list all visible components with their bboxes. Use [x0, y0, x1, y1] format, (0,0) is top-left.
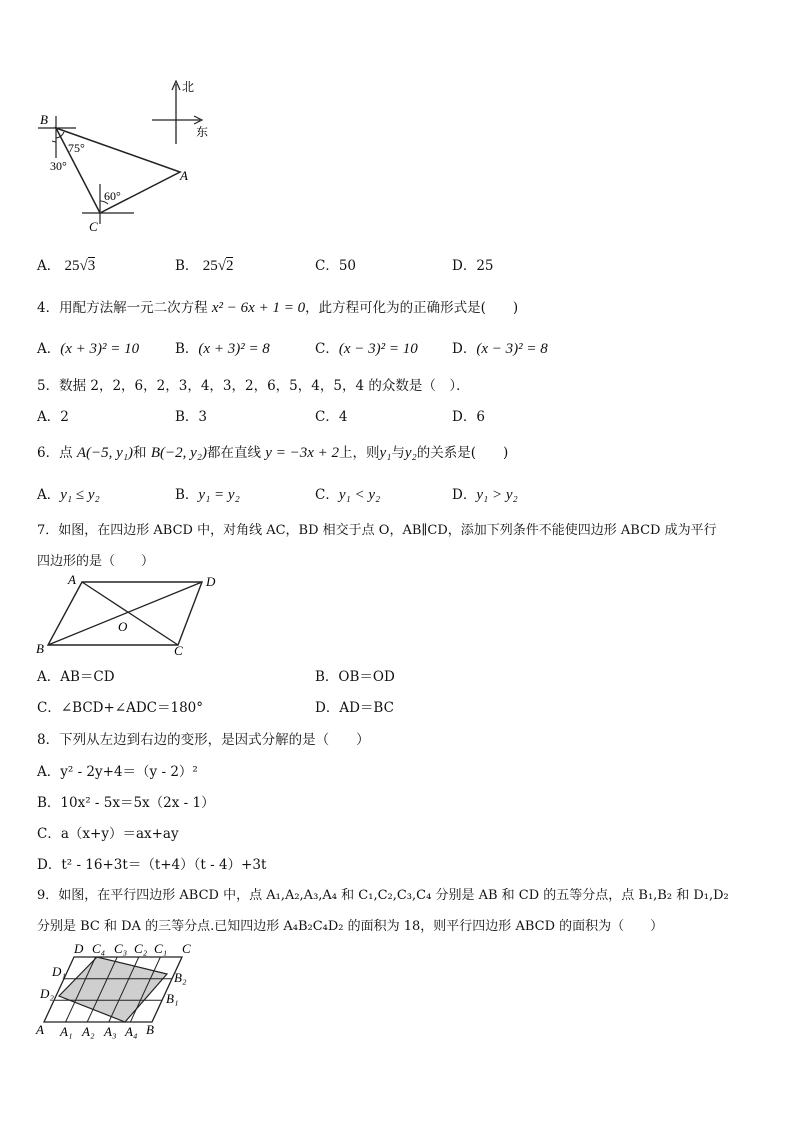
q9-stem-line1: 9．如图，在平行四边形 ABCD 中，点 A₁,A₂,A₃,A₄ 和 C₁,C₂,C₃,C₄ 分别是 AB 和 CD 的五等分点，点 B₁,B₂ 和 D₁,D₂ — [37, 888, 729, 903]
q4-option-a[interactable]: A．(x + 3)² = 10 — [37, 341, 140, 357]
q4-option-d[interactable]: D．(x − 3)² = 8 — [452, 341, 548, 357]
q7-stem-line1: 7．如图，在四边形 ABCD 中，对角线 AC，BD 相交于点 O，AB∥CD，添加下列条件不能使四边形 ABCD 成为平行 — [37, 523, 717, 538]
q4-stem: 4．用配方法解一元二次方程 x² − 6x + 1 = 0，此方程可化为的正确形式是( ) — [37, 300, 519, 316]
q4-option-b[interactable]: B．(x + 3)² = 8 — [175, 341, 270, 357]
q5-stem: 5．数据 2，2，6，2，3，4，3，2，6，5，4，5，4 的众数是（ ）． — [37, 378, 470, 394]
q5-option-c[interactable]: C．4 — [315, 409, 348, 425]
q8-option-c[interactable]: C．a（x+y）＝ax+ay — [37, 826, 179, 842]
q6-option-b[interactable]: B．y₁ = y₂ — [175, 487, 240, 503]
q6-option-a[interactable]: A．y₁ ≤ y₂ — [37, 487, 100, 503]
sqrt-sign: √ — [79, 258, 88, 274]
point-b-label: B — [146, 1022, 154, 1037]
point-c-label: C — [89, 219, 98, 234]
q3-option-c[interactable]: C．50 — [315, 258, 357, 274]
q5-option-b[interactable]: B．3 — [175, 409, 208, 425]
q7-option-d[interactable]: D．AD＝BC — [315, 700, 394, 716]
q7-stem-line2: 四边形的是（ ） — [37, 554, 155, 569]
q6-option-c[interactable]: C．y₁ < y₂ — [315, 487, 381, 503]
grid-parallelogram-figure — [34, 940, 204, 1040]
angle-60-label: 60° — [104, 189, 121, 203]
parallelogram-abcd-figure — [34, 573, 224, 659]
point-a-label: A — [36, 1022, 44, 1037]
diagonal-ac — [82, 582, 178, 645]
point-b-label: B — [40, 112, 48, 127]
point-c-label: C — [182, 941, 191, 956]
point-a-label: A — [180, 168, 188, 183]
q5-option-d[interactable]: D．6 — [452, 409, 485, 425]
q3-option-b[interactable]: B． 25√2 — [175, 258, 234, 274]
point-c4-label: C₄ — [92, 941, 106, 956]
point-a1-label: A₁ — [60, 1024, 73, 1039]
q6-option-d[interactable]: D．y₁ > y₂ — [452, 487, 518, 503]
sqrt-sign: √ — [217, 258, 226, 274]
east-label: 东 — [196, 125, 209, 139]
q6-stem: 6．点 A(−5, y₁)和 B(−2, y₂)都在直线 y = −3x + 2上，则y₁与y₂的关系是( ) — [37, 445, 509, 461]
q8-option-b[interactable]: B．10x² - 5x＝5x（2x - 1） — [37, 795, 215, 811]
point-d-label: D — [74, 941, 84, 956]
point-c3-label: C₃ — [114, 941, 128, 956]
point-a4-label: A₄ — [125, 1024, 138, 1039]
q8-option-d[interactable]: D．t² - 16+3t＝（t+4）（t - 4）+3t — [37, 857, 267, 873]
north-label: 北 — [182, 80, 195, 94]
point-b2-label: B₂ — [174, 970, 187, 985]
point-b-label: B — [36, 641, 44, 656]
point-c2-label: C₂ — [134, 941, 148, 956]
point-d2-label: D₂ — [40, 986, 54, 1001]
compass-triangle-figure — [34, 76, 224, 236]
point-a-label: A — [68, 573, 76, 587]
q7-option-b[interactable]: B．OB＝OD — [315, 669, 395, 685]
q5-option-a[interactable]: A．2 — [37, 409, 69, 425]
point-d-label: D — [206, 574, 216, 589]
q7-option-c[interactable]: C．∠BCD+∠ADC＝180° — [37, 700, 204, 716]
point-a3-label: A₃ — [104, 1024, 117, 1039]
q4-option-c[interactable]: C．(x − 3)² = 10 — [315, 341, 418, 357]
point-a2-label: A₂ — [82, 1024, 95, 1039]
q7-option-a[interactable]: A．AB＝CD — [37, 669, 115, 685]
point-c1-label: C₁ — [154, 941, 168, 956]
q3-option-a[interactable]: A． 25√3 — [37, 258, 96, 274]
q3-option-d[interactable]: D．25 — [452, 258, 494, 274]
diagonal-bd — [48, 582, 202, 645]
angle-75-label: 75° — [68, 141, 85, 155]
point-o-label: O — [118, 619, 128, 634]
q8-stem: 8．下列从左边到右边的变形，是因式分解的是（ ） — [37, 732, 370, 748]
angle-30-label: 30° — [50, 159, 67, 173]
point-c-label: C — [174, 643, 183, 658]
q8-option-a[interactable]: A．y² - 2y+4＝（y - 2）² — [37, 764, 198, 780]
point-d1-label: D₁ — [52, 964, 66, 979]
point-b1-label: B₁ — [166, 991, 179, 1006]
q9-stem-line2: 分别是 BC 和 DA 的三等分点.已知四边形 A₄B₂C₄D₂ 的面积为 18，则平行四边形 ABCD 的面积为（ ） — [37, 919, 664, 934]
